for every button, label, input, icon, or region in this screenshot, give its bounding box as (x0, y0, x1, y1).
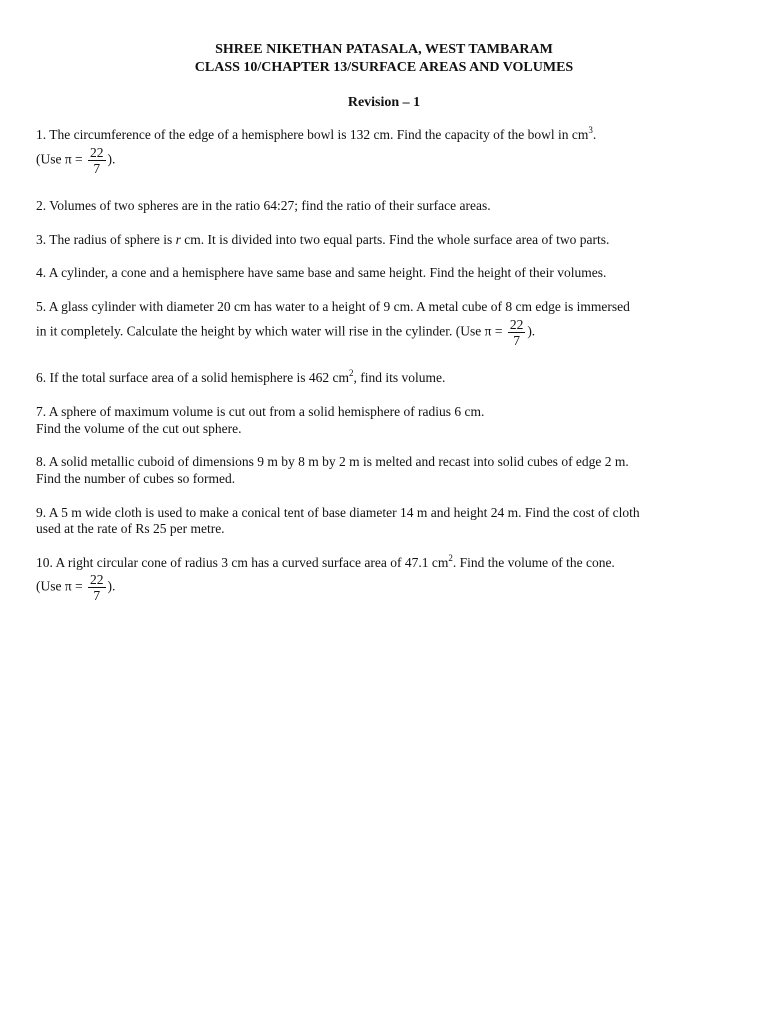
revision-title: Revision – 1 (347, 95, 421, 110)
school-name: SHREE NIKETHAN PATASALA, WEST TAMBARAM (215, 42, 553, 57)
question-5: 5. A glass cylinder with diameter 20 cm has water to a height of 9 cm. A metal cube of 8 cm edge is immersed (36, 299, 630, 314)
question-1: 1. The circumference of the edge of a hemisphere bowl is 132 cm. Find the capacity of the bowl in $cm^3$. (36, 125, 597, 142)
question-5-line-2: in it completely. Calculate the height by which water will rise in the cylinder. (Use π = $\frac{22}{7}$ ). (36, 317, 536, 348)
question-2: 2. Volumes of two spheres are in the ratio 64:27; find the ratio of their surface areas. (36, 198, 491, 213)
question-10: 10. A right circular cone of radius 3 cm has a curved surface area of 47.1 $cm^2$. Find the volume of the cone. (36, 553, 615, 570)
question-7: 7. A sphere of maximum volume is cut out from a solid hemisphere of radius 6 cm. (36, 404, 485, 419)
chapter-title: CLASS 10/CHAPTER 13/SURFACE AREAS AND VOLUMES (194, 60, 574, 75)
question-4: 4. A cylinder, a cone and a hemisphere have same base and same height. Find the height of their volumes. (36, 265, 607, 280)
question-8: 8. A solid metallic cuboid of dimensions 9 m by 8 m by 2 m is melted and recast into solid cubes of edge 2 m. (36, 454, 629, 469)
question-9-line-2: used at the rate of Rs 25 per metre. (36, 521, 225, 536)
question-6: 6. If the total surface area of a solid hemisphere is 462 $cm^2$, find its volume. (36, 368, 446, 385)
question-8-line-2: Find the number of cubes so formed. (36, 471, 236, 486)
fraction: $\frac{22}{7}$ (509, 317, 524, 348)
question-10-pi-note: (Use π = $\frac{22}{7}$ ). (36, 572, 116, 603)
fraction: $\frac{22}{7}$ (90, 572, 104, 603)
fraction: $\frac{22}{7}$ (90, 145, 104, 176)
question-7-line-2: Find the volume of the cut out sphere. (36, 421, 242, 436)
question-1-pi-note: (Use π = $\frac{22}{7}$ ). (36, 145, 116, 176)
question-3: 3. The radius of sphere is r cm. It is divided into two equal parts. Find the whole surface area of two parts. (36, 232, 610, 247)
question-9: 9. A 5 m wide cloth is used to make a conical tent of base diameter 14 m and height 24 m. Find the cost of cloth (36, 505, 640, 520)
